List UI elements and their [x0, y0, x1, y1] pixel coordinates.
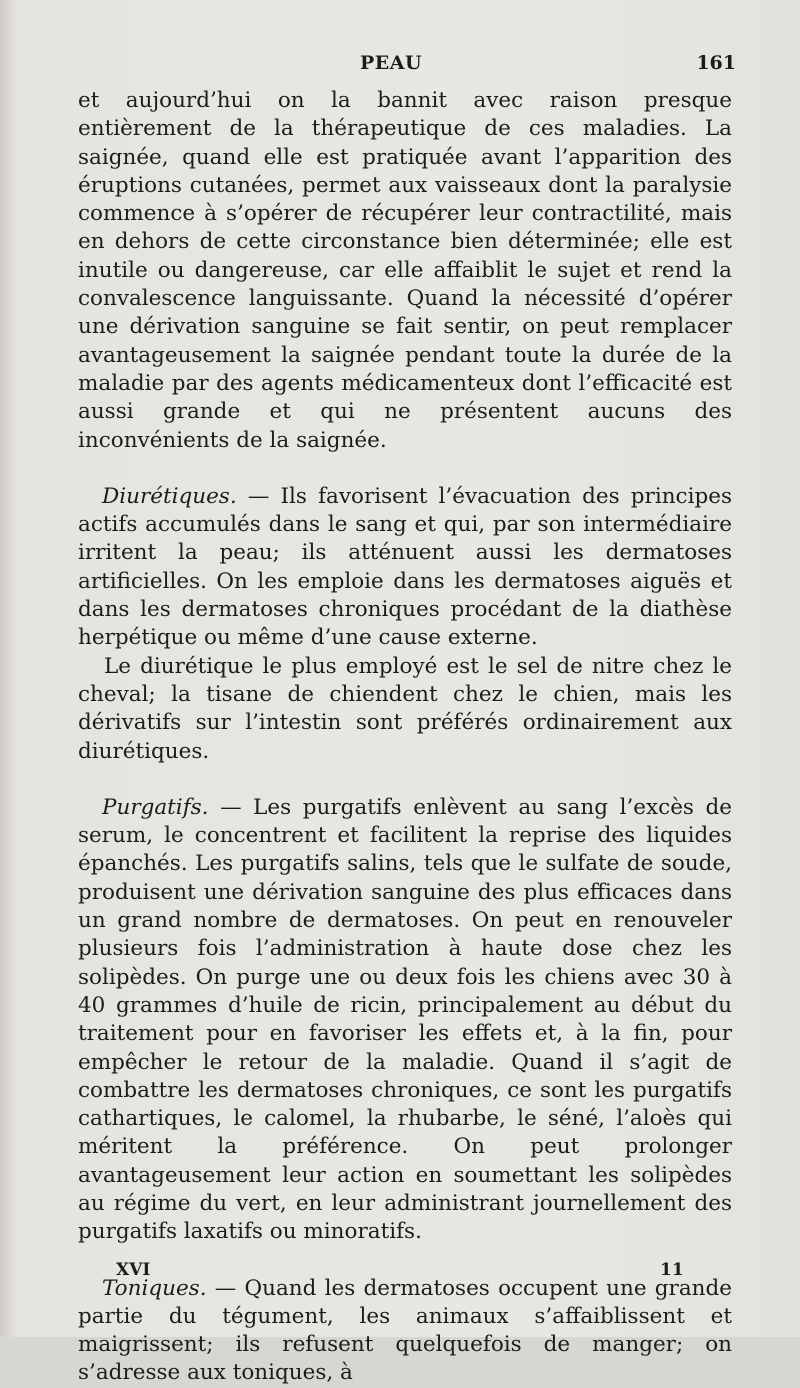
- paragraph-text: — Quand les dermatoses occupent une grande partie du tégument, les animaux s’affaiblissent et maigrissent; ils refusent quelquefois de manger; on s’adresse aux toniques, à: [78, 1275, 732, 1386]
- running-title: PEAU: [360, 52, 423, 74]
- sheet-number: 11: [660, 1260, 684, 1280]
- paragraph-saignee: [78, 87, 732, 455]
- running-header: [0, 52, 800, 82]
- signature-mark: XVI: [116, 1260, 151, 1280]
- paragraph-toniques: [78, 1275, 732, 1388]
- paragraph-diuretique-employe: [78, 653, 732, 766]
- section-heading-toniques: Toniques.: [102, 1275, 207, 1301]
- paragraph-diuretiques: [78, 483, 732, 653]
- paragraph-text: — Ils favorisent l’évacuation des principes actifs accumulés dans le sang et qui, par son intermédiaire irritent la peau; ils atténuent aussi les dermatoses artificielles. On les emploie dans les dermatoses aiguës et dans les dermatoses chroniques procédant de la diathèse herpétique ou même d’une cause externe.: [78, 483, 732, 651]
- paragraph-text: — Les purgatifs enlèvent au sang l’excès de serum, le concentrent et facilitent la reprise des liquides épanchés. Les purgatifs salins, tels que le sulfate de soude, produisent une dérivation sanguine des plus efficaces dans un grand nombre de dermatoses. On peut en renouveler plusieurs fois l’administration à haute dose chez les solipèdes. On purge une ou deux fois les chiens avec 30 à 40 grammes d’huile de ricin, principalement au début du traitement pour en favoriser les effets et, à la fin, pour empêcher le retour de la maladie. Quand il s’agit de combattre les dermatoses chroniques, ce sont les purgatifs cathartiques, le calomel, la rhubarbe, le séné, l’aloès qui méritent la préférence. On peut prolonger avantageusement leur action en soumettant les solipèdes au régime du vert, en leur administrant journellement des purgatifs laxatifs ou minoratifs.: [78, 794, 732, 1245]
- paragraph-purgatifs: [78, 794, 732, 1247]
- page-footer: [0, 1260, 800, 1286]
- section-heading-purgatifs: Purgatifs.: [102, 794, 209, 820]
- paragraph-text: Le diurétique le plus employé est le sel de nitre chez le cheval; la tisane de chiendent chez le chien, mais les dérivatifs sur l’intestin sont préférés ordinairement aux diurétiques.: [78, 653, 732, 764]
- page-number: 161: [696, 52, 736, 74]
- section-heading-diuretiques: Diurétiques.: [102, 483, 237, 509]
- page-body: [78, 87, 732, 1388]
- paragraph-text: et aujourd’hui on la bannit avec raison presque entièrement de la thérapeutique de ces maladies. La saignée, quand elle est pratiquée avant l’apparition des éruptions cutanées, permet aux vaisseaux dont la paralysie commence à s’opérer de récupérer leur contractilité, mais en dehors de cette circonstance bien déterminée; elle est inutile ou dangereuse, car elle affaiblit le sujet et rend la convalescence languissante. Quand la nécessité d’opérer une dérivation sanguine se fait sentir, on peut remplacer avantageusement la saignée pendant toute la durée de la maladie par des agents médicamenteux dont l’efficacité est aussi grande et qui ne présentent aucuns des inconvénients de la saignée.: [78, 88, 732, 453]
